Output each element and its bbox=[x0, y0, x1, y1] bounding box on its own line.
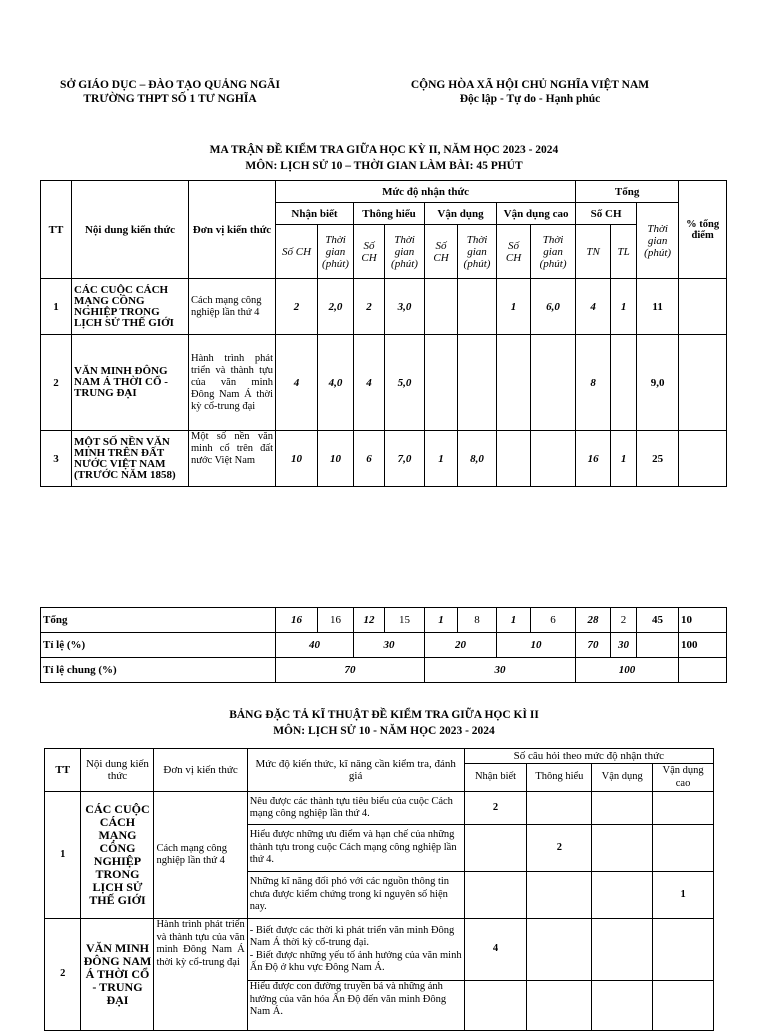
school-header bbox=[40, 78, 300, 106]
spec-count-vd bbox=[592, 919, 653, 981]
spec-header-vd: Vận dụng bbox=[592, 764, 653, 792]
header-nb-time: Thời gian (phút) bbox=[318, 225, 354, 279]
header-time-total: Thời gian (phút) bbox=[637, 203, 679, 279]
row-tt: 3 bbox=[41, 431, 72, 487]
spec-count-th bbox=[527, 981, 592, 1031]
row-tt: 2 bbox=[41, 335, 72, 431]
total-nb-ch: 16 bbox=[276, 608, 318, 633]
spec-count-th bbox=[527, 919, 592, 981]
matrix-title-line1: MA TRẬN ĐỀ KIỂM TRA GIỮA HỌC KỲ II, NĂM HỌC 2023 - 2024 bbox=[209, 144, 559, 156]
spec-count-vdc bbox=[653, 825, 714, 872]
spec-header-content: Nội dung kiến thức bbox=[81, 749, 154, 792]
header-nb: Nhận biết bbox=[276, 203, 354, 225]
cell-percent bbox=[679, 335, 727, 431]
spec-level-line: - Biết được những yếu tố ảnh hưởng của văn minh Ấn Độ ở khu vực Đông Nam Á. bbox=[249, 949, 462, 973]
department-name: SỞ GIÁO DỤC – ĐÀO TẠO QUẢNG NGÃI bbox=[60, 79, 280, 91]
spec-level-text: Những kĩ năng đối phó với các nguồn thông tin chưa được kiểm chứng trong kỉ nguyên số hiện nay. bbox=[247, 872, 464, 919]
cell-nb-ch: 10 bbox=[276, 431, 318, 487]
cell-tl: 1 bbox=[611, 279, 637, 335]
cell-vdc-ch bbox=[497, 431, 531, 487]
spec-count-nb: 4 bbox=[464, 919, 527, 981]
header-th-soch: Số CH bbox=[354, 225, 385, 279]
common-ratio-row bbox=[41, 658, 727, 683]
table-row bbox=[45, 919, 714, 981]
total-nb-time: 16 bbox=[318, 608, 354, 633]
cell-tn: 16 bbox=[576, 431, 611, 487]
matrix-title-line2: MÔN: LỊCH SỬ 10 – THỜI GIAN LÀM BÀI: 45 PHÚT bbox=[245, 160, 523, 172]
spec-count-vd bbox=[592, 981, 653, 1031]
cell-th-ch: 2 bbox=[354, 279, 385, 335]
spec-row-content: VĂN MINH ĐÔNG NAM Á THỜI CỔ - TRUNG ĐẠI bbox=[81, 919, 154, 1031]
spec-count-vd bbox=[592, 792, 653, 825]
cell-vd-time bbox=[458, 335, 497, 431]
ratio-vdc: 10 bbox=[497, 633, 576, 658]
cell-vd-ch bbox=[425, 279, 458, 335]
spec-header-level: Mức độ kiến thức, kĩ năng cần kiểm tra, đánh giá bbox=[247, 749, 464, 792]
cell-nb-ch: 4 bbox=[276, 335, 318, 431]
spec-count-vd bbox=[592, 872, 653, 919]
spec-count-vdc bbox=[653, 919, 714, 981]
cell-time: 9,0 bbox=[637, 335, 679, 431]
ratio-label: Tỉ lệ (%) bbox=[41, 633, 276, 658]
spec-title bbox=[0, 707, 768, 739]
spec-count-vd bbox=[592, 825, 653, 872]
spec-row-unit: Cách mạng công nghiệp lần thứ 4 bbox=[154, 792, 247, 919]
spec-level-text: Hiểu được những ưu điểm và hạn chế của những thành tựu trong cuộc Cách mạng công nghiệp lần thứ 4. bbox=[247, 825, 464, 872]
total-th-ch: 12 bbox=[354, 608, 385, 633]
cell-tn: 8 bbox=[576, 335, 611, 431]
total-row bbox=[41, 608, 727, 633]
cell-nb-ch: 2 bbox=[276, 279, 318, 335]
spec-count-th bbox=[527, 792, 592, 825]
spec-title-line1: BẢNG ĐẶC TẢ KĨ THUẬT ĐỀ KIỂM TRA GIỮA HỌC KÌ II bbox=[229, 709, 539, 721]
header-total: Tổng bbox=[576, 181, 679, 203]
row-content: MỘT SỐ NỀN VĂN MINH TRÊN ĐẤT NƯỚC VIỆT NAM (TRƯỚC NĂM 1858) bbox=[72, 431, 189, 487]
total-vd-time: 8 bbox=[458, 608, 497, 633]
spec-level-line: - Biết được các thời kì phát triển văn minh Đông Nam Á thời kỳ cổ-trung đại. bbox=[249, 924, 455, 948]
spec-count-nb bbox=[464, 981, 527, 1031]
cell-th-ch: 4 bbox=[354, 335, 385, 431]
cell-th-time: 7,0 bbox=[385, 431, 425, 487]
header-tt: TT bbox=[41, 181, 72, 279]
row-content: CÁC CUỘC CÁCH MẠNG CÔNG NGHIỆP TRONG LỊCH SỬ THẾ GIỚI bbox=[72, 279, 189, 335]
spec-level-text: Hiểu được con đường truyền bá và những ảnh hưởng của văn hóa Ấn Độ đến văn minh Đông Nam Á. bbox=[247, 981, 464, 1031]
table-row bbox=[41, 431, 727, 487]
spec-level-text bbox=[247, 919, 464, 981]
spec-header-tt: TT bbox=[45, 749, 81, 792]
spec-count-th bbox=[527, 872, 592, 919]
header-percent: % tổng điểm bbox=[679, 181, 727, 279]
header-unit: Đơn vị kiến thức bbox=[189, 181, 276, 279]
spec-count-nb: 2 bbox=[464, 792, 527, 825]
common-ratio-basic: 70 bbox=[276, 658, 425, 683]
total-vdc-time: 6 bbox=[531, 608, 576, 633]
header-soch-total: Số CH bbox=[576, 203, 637, 225]
spec-title-line2: MÔN: LỊCH SỬ 10 - NĂM HỌC 2023 - 2024 bbox=[273, 725, 495, 737]
spec-count-vdc bbox=[653, 792, 714, 825]
common-ratio-applied: 30 bbox=[425, 658, 576, 683]
spec-row-tt: 1 bbox=[45, 792, 81, 919]
cell-vdc-time bbox=[531, 431, 576, 487]
total-percent: 10 bbox=[679, 608, 727, 633]
header-vd-soch: Số CH bbox=[425, 225, 458, 279]
ratio-tl: 30 bbox=[611, 633, 637, 658]
cell-time: 11 bbox=[637, 279, 679, 335]
ratio-percent: 100 bbox=[679, 633, 727, 658]
total-vdc-ch: 1 bbox=[497, 608, 531, 633]
cell-percent bbox=[679, 431, 727, 487]
common-ratio-empty bbox=[679, 658, 727, 683]
common-ratio-total: 100 bbox=[576, 658, 679, 683]
spec-count-nb bbox=[464, 825, 527, 872]
header-vdc: Vận dụng cao bbox=[497, 203, 576, 225]
national-header bbox=[380, 78, 680, 106]
header-nb-soch: Số CH bbox=[276, 225, 318, 279]
totals-table bbox=[40, 607, 727, 683]
header-vd: Vận dụng bbox=[425, 203, 497, 225]
total-tl: 2 bbox=[611, 608, 637, 633]
cell-th-ch: 6 bbox=[354, 431, 385, 487]
row-content: VĂN MINH ĐÔNG NAM Á THỜI CỔ - TRUNG ĐẠI bbox=[72, 335, 189, 431]
ratio-th: 30 bbox=[354, 633, 425, 658]
total-tn: 28 bbox=[576, 608, 611, 633]
table-row bbox=[41, 279, 727, 335]
cell-th-time: 3,0 bbox=[385, 279, 425, 335]
header-th-time: Thời gian (phút) bbox=[385, 225, 425, 279]
cell-nb-time: 2,0 bbox=[318, 279, 354, 335]
cell-tl bbox=[611, 335, 637, 431]
header-tn: TN bbox=[576, 225, 611, 279]
spec-row-unit: Hành trình phát triển và thành tựu của văn minh Đông Nam Á thời kỳ cổ-trung đại bbox=[154, 919, 247, 1031]
total-th-time: 15 bbox=[385, 608, 425, 633]
header-content: Nội dung kiến thức bbox=[72, 181, 189, 279]
cell-nb-time: 10 bbox=[318, 431, 354, 487]
total-vd-ch: 1 bbox=[425, 608, 458, 633]
ratio-tn: 70 bbox=[576, 633, 611, 658]
spec-count-vdc bbox=[653, 981, 714, 1031]
spec-count-nb bbox=[464, 872, 527, 919]
cell-time: 25 bbox=[637, 431, 679, 487]
school-name: TRƯỜNG THPT SỐ 1 TƯ NGHĨA bbox=[83, 93, 257, 105]
header-tl: TL bbox=[611, 225, 637, 279]
cell-vd-time: 8,0 bbox=[458, 431, 497, 487]
country-name: CỘNG HÒA XÃ HỘI CHỦ NGHĨA VIỆT NAM bbox=[410, 79, 650, 91]
ratio-time bbox=[637, 633, 679, 658]
cell-tn: 4 bbox=[576, 279, 611, 335]
spec-header-nb: Nhận biết bbox=[464, 764, 527, 792]
spec-header-unit: Đơn vị kiến thức bbox=[154, 749, 247, 792]
row-unit: Hành trình phát triển và thành tựu của văn minh Đông Nam Á thời kỳ cổ-trung đại bbox=[189, 335, 276, 431]
cell-vdc-ch bbox=[497, 335, 531, 431]
header-vdc-time: Thời gian (phút) bbox=[531, 225, 576, 279]
spec-table bbox=[44, 748, 714, 1031]
spec-row-content: CÁC CUỘC CÁCH MẠNG CÔNG NGHIỆP TRONG LỊCH SỬ THẾ GIỚI bbox=[81, 792, 154, 919]
table-row bbox=[41, 335, 727, 431]
ratio-vd: 20 bbox=[425, 633, 497, 658]
cell-vdc-time bbox=[531, 335, 576, 431]
spec-header-count: Số câu hỏi theo mức độ nhận thức bbox=[464, 749, 713, 764]
spec-count-th: 2 bbox=[527, 825, 592, 872]
spec-level-text: Nêu được các thành tựu tiêu biểu của cuộc Cách mạng công nghiệp lần thứ 4. bbox=[247, 792, 464, 825]
spec-header-th: Thông hiểu bbox=[527, 764, 592, 792]
table-row bbox=[45, 792, 714, 825]
cell-vdc-ch: 1 bbox=[497, 279, 531, 335]
cell-th-time: 5,0 bbox=[385, 335, 425, 431]
ratio-row bbox=[41, 633, 727, 658]
row-unit: Cách mạng công nghiệp lần thứ 4 bbox=[189, 279, 276, 335]
row-unit: Một số nền văn minh cổ trên đất nước Việt Nam bbox=[189, 431, 276, 487]
header-vd-time: Thời gian (phút) bbox=[458, 225, 497, 279]
cell-vd-ch: 1 bbox=[425, 431, 458, 487]
cell-nb-time: 4,0 bbox=[318, 335, 354, 431]
cell-vd-ch bbox=[425, 335, 458, 431]
total-time: 45 bbox=[637, 608, 679, 633]
cell-percent bbox=[679, 279, 727, 335]
cell-tl: 1 bbox=[611, 431, 637, 487]
header-th: Thông hiểu bbox=[354, 203, 425, 225]
total-label: Tổng bbox=[41, 608, 276, 633]
header-vdc-soch: Số CH bbox=[497, 225, 531, 279]
matrix-title bbox=[0, 142, 768, 174]
cell-vdc-time: 6,0 bbox=[531, 279, 576, 335]
cell-vd-time bbox=[458, 279, 497, 335]
row-tt: 1 bbox=[41, 279, 72, 335]
spec-count-vdc: 1 bbox=[653, 872, 714, 919]
common-ratio-label: Tỉ lệ chung (%) bbox=[41, 658, 276, 683]
matrix-table bbox=[40, 180, 727, 487]
ratio-nb: 40 bbox=[276, 633, 354, 658]
header-level: Mức độ nhận thức bbox=[276, 181, 576, 203]
spec-row-tt: 2 bbox=[45, 919, 81, 1031]
country-motto: Độc lập - Tự do - Hạnh phúc bbox=[459, 93, 601, 105]
spec-header-vdc: Vận dụng cao bbox=[653, 764, 714, 792]
